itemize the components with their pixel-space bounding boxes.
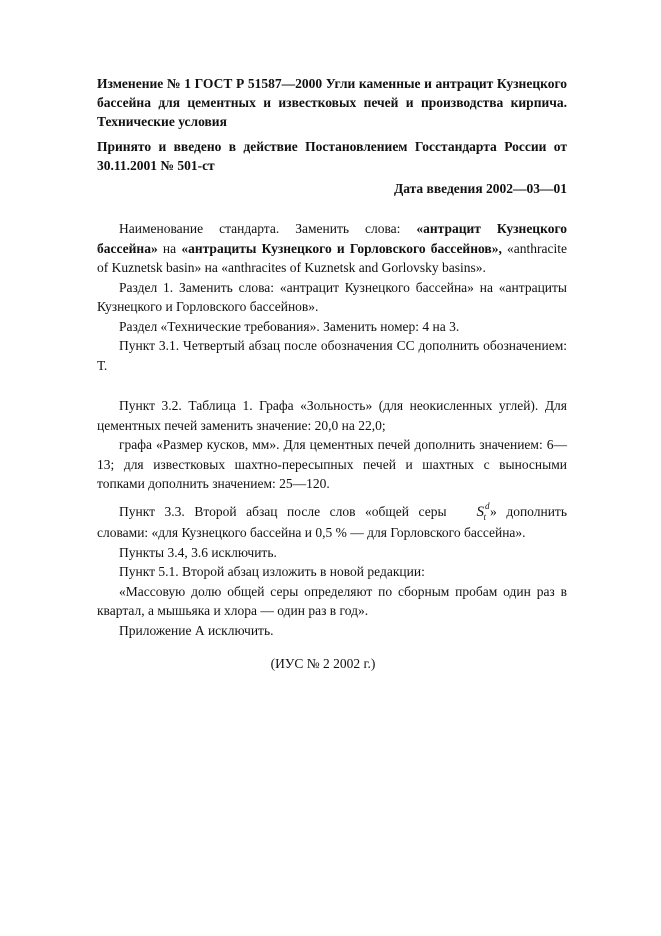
formula-symbol: S: [476, 503, 485, 520]
paragraph-section-1: Раздел 1. Заменить слова: «антрацит Кузнецкого бассейна» на «антрациты Кузнецкого и Горловского бассейнов».: [97, 279, 567, 314]
new-title-phrase: «антрациты Кузнецкого и Горловского бассейнов»,: [181, 240, 502, 256]
formula-superscript: d: [485, 500, 490, 511]
paragraph-technical-requirements: Раздел «Технические требования». Заменить номер: 4 на 3.: [119, 318, 460, 334]
effective-date: Дата введения 2002—03—01: [393, 181, 567, 196]
paragraph-annex-a: Приложение А исключить.: [119, 622, 274, 638]
paragraph-text: на: [157, 240, 182, 256]
paragraph-new-wording: «Массовую долю общей серы определяют по сборным пробам один раз в квартал, а мышьяка и хлора — один раз в год».: [97, 583, 567, 618]
paragraph-clause-3-1: Пункт 3.1. Четвертый абзац после обозначения СС дополнить обозначением: Т.: [97, 338, 567, 373]
paragraph-text: » дополнить словами: «для Кузнецкого бассейна и 0,5 % — для Горловского бассейна».: [97, 503, 567, 540]
paragraph-clause-3-2: Пункт 3.2. Таблица 1. Графа «Зольность» (для неокисленных углей). Для цементных печей заменить значение: 20,0 на 22,0;: [97, 398, 567, 433]
amendment-title: Изменение № 1 ГОСТ Р 51587—2000 Угли каменные и антрацит Кузнецкого бассейна для цементных и известковых печей и производства кирпича. Технические условия: [97, 76, 567, 129]
spacer: [97, 494, 567, 502]
paragraph-clauses-3-4-3-6: Пункты 3.4, 3.6 исключить.: [119, 544, 277, 560]
document-page: [97, 74, 567, 673]
amendment-body: [97, 219, 567, 640]
paragraph-size-column: графа «Размер кусков, мм». Для цементных печей дополнить значением: 6—13; для известковых шахтно-пересыпных печей и шахтных с выносными топками дополнить значением: 25—120.: [97, 437, 567, 491]
paragraph-text: Наименование стандарта. Заменить слова:: [119, 221, 417, 236]
formula-subscript: t: [483, 511, 487, 522]
source-reference: (ИУС № 2 2002 г.): [270, 656, 376, 671]
paragraph-text: «anthracite of Kuznetsk basin» на «anthracites of Kuznetsk and Gorlovsky basins».: [97, 240, 568, 275]
paragraph-clause-5-1: Пункт 5.1. Второй абзац изложить в новой редакции:: [119, 564, 425, 579]
sulfur-formula: [455, 500, 490, 524]
paragraph-clause-3-3: [97, 502, 567, 543]
paragraph-text: Пункт 3.3. Второй абзац после слов «общей серы: [119, 503, 447, 519]
adoption-statement: Принято и введено в действие Постановлением Госстандарта России от 30.11.2001 № 501-ст: [97, 139, 567, 173]
spacer: [97, 375, 567, 396]
old-title-phrase: «антрацит Кузнецкого бассейна»: [97, 221, 567, 256]
paragraph-standard-name: [97, 219, 567, 278]
